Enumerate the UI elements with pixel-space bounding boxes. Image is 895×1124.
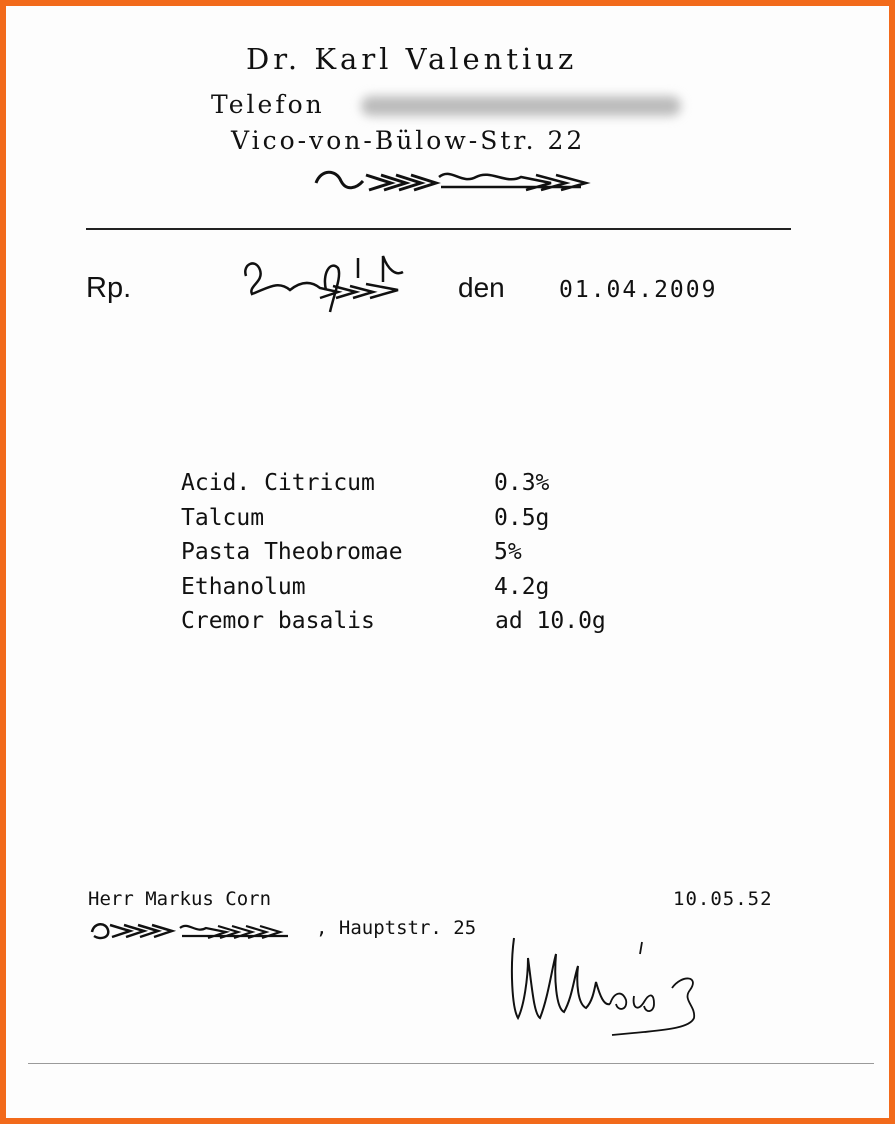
ingredient-row	[181, 503, 651, 538]
ingredient-name: Talcum	[181, 504, 265, 531]
ingredient-name: Ethanolum	[181, 573, 306, 600]
doctor-street: Vico-von-Bülow-Str. 22	[231, 126, 586, 155]
patient-street: , Hauptstr. 25	[316, 917, 477, 939]
ingredient-name: Acid. Citricum	[181, 470, 375, 496]
prescription-date: 01.04.2009	[559, 277, 718, 303]
redacted-phone-number	[361, 96, 681, 116]
patient-name: Herr Markus Corn	[88, 888, 272, 910]
ingredient-amount: 4.2g	[494, 573, 550, 600]
patient-birthdate: 10.05.52	[673, 888, 773, 910]
header-divider	[86, 228, 791, 230]
ingredient-row	[181, 606, 651, 641]
footer-divider	[28, 1063, 874, 1064]
ingredient-name: Cremor basalis	[181, 608, 375, 634]
ingredient-name: Pasta Theobromae	[181, 539, 403, 565]
redacted-doctor-city	[311, 163, 596, 195]
phone-row	[211, 90, 325, 119]
ingredient-row	[181, 537, 651, 572]
ingredient-amount: ad 10.0g	[495, 608, 606, 634]
phone-label: Telefon	[211, 90, 325, 119]
ingredient-amount: 0.3%	[494, 470, 550, 496]
ingredient-row	[181, 468, 651, 503]
ingredient-amount: 5%	[494, 539, 522, 565]
redacted-stamp-scribble	[238, 246, 418, 318]
redacted-patient-city	[88, 916, 313, 944]
doctor-name: Dr. Karl Valentiuz	[246, 42, 578, 76]
doctor-signature	[504, 918, 719, 1043]
ingredient-row	[181, 572, 651, 607]
ingredient-amount: 0.5g	[494, 504, 550, 531]
ingredient-list	[181, 468, 651, 641]
rp-label: Rp.	[86, 272, 132, 304]
den-label: den	[458, 272, 505, 303]
